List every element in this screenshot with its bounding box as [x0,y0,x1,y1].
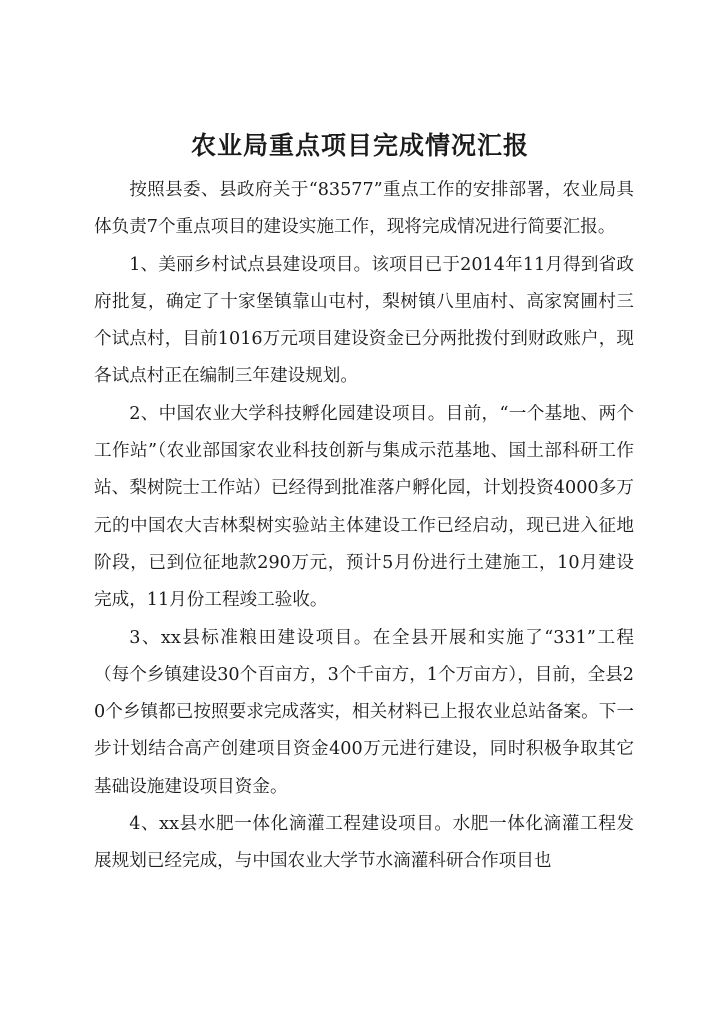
paragraph-item-2: 2、中国农业大学科技孵化园建设项目。目前，“一个基地、两个工作站”（农业部国家农业科技创新与集成示范基地、国土部科研工作站、梨树院士工作站）已经得到批准落户孵化园，计划投资4000多万元的中国农大吉林梨树实验站主体建设工作已经启动，现已进入征地阶段，已到位征地款290万元，预计5月份进行土建施工，10月建设完成，11月份工程竣工验收。 [94,403,634,611]
document-title: 农业局重点项目完成情况汇报 [190,131,529,160]
document-body [94,172,634,881]
paragraph-item-3: 3、xx县标准粮田建设项目。在全县开展和实施了“331”工程（每个乡镇建设30个百亩方，3个千亩方，1个万亩方），目前，全县20个乡镇都已按照要求完成落实，相关材料已上报农业总站备案。下一步计划结合高产创建项目资金400万元进行建设，同时积极争取其它基础设施建设项目资金。 [94,627,634,797]
paragraph-intro: 按照县委、县政府关于“83577”重点工作的安排部署，农业局具体负责7个重点项目的建设实施工作，现将完成情况进行简要汇报。 [94,180,634,238]
paragraph-item-4: 4、xx县水肥一体化滴灌工程建设项目。水肥一体化滴灌工程发展规划已经完成，与中国农业大学节水滴灌科研合作项目也 [94,814,634,872]
paragraph-item-1: 1、美丽乡村试点县建设项目。该项目已于2014年11月得到省政府批复，确定了十家堡镇靠山屯村，梨树镇八里庙村、高家窝圃村三个试点村，目前1016万元项目建设资金已分两批拨付到财政账户，现各试点村正在编制三年建设规划。 [94,254,634,387]
